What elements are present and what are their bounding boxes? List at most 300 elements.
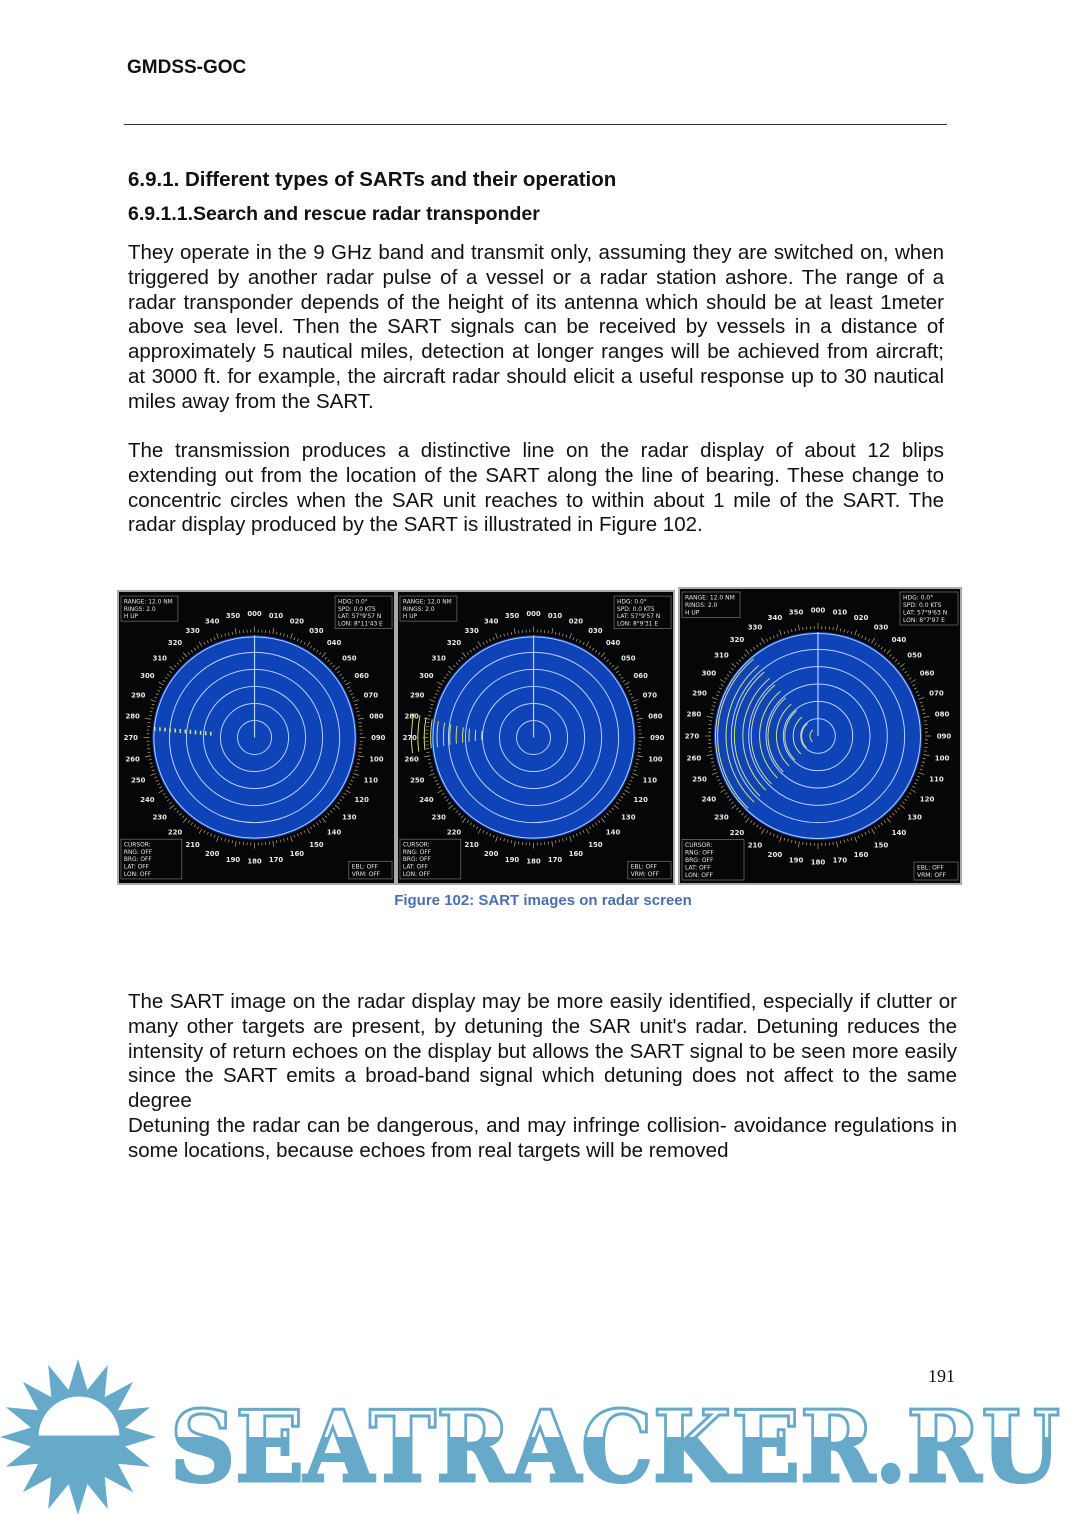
bearing-tick [151, 766, 154, 767]
bearing-tick [333, 808, 335, 810]
bearing-tick [151, 708, 154, 709]
bearing-tick [586, 641, 589, 646]
bearing-tick [718, 780, 721, 781]
bearing-tick [304, 830, 305, 833]
bearing-tick [756, 645, 758, 647]
bearing-tick [333, 665, 335, 667]
bearing-tick [225, 634, 226, 637]
bearing-tick [500, 635, 501, 638]
bearing-tick [437, 790, 442, 793]
bearing-tick [898, 662, 900, 664]
bearing-label: 180 [810, 858, 826, 867]
bearing-tick [301, 640, 302, 643]
bearing-tick [217, 836, 219, 842]
bearing-label: 170 [547, 855, 563, 864]
bearing-tick [713, 702, 716, 703]
bearing-tick [357, 711, 360, 712]
bearing-label: 150 [309, 841, 324, 850]
bearing-tick [156, 694, 159, 695]
radar-info-text: CURSOR: [685, 842, 713, 849]
bearing-tick [718, 691, 721, 692]
bearing-tick [607, 660, 609, 662]
bearing-tick [159, 787, 162, 788]
bearing-label: 270 [402, 733, 417, 742]
bearing-tick [569, 836, 571, 842]
bearing-tick [149, 715, 152, 716]
bearing-tick [197, 827, 199, 829]
bearing-label: 160 [853, 850, 869, 859]
bearing-tick [493, 835, 494, 838]
bearing-tick [235, 841, 236, 847]
bearing-tick [154, 697, 157, 698]
bearing-tick [750, 820, 752, 822]
radar-info-text: BRG: OFF [685, 857, 714, 864]
bearing-tick [346, 682, 351, 685]
radar-info-text: HDG: 0.0° [617, 599, 647, 606]
bearing-tick [736, 808, 738, 810]
bearing-tick [448, 802, 450, 804]
bearing-label: 330 [747, 623, 763, 632]
bearing-label: 070 [642, 691, 657, 700]
radar-panel-far [117, 590, 396, 885]
sart-blip [195, 730, 197, 734]
bearing-label: 050 [621, 654, 636, 663]
bearing-tick [887, 649, 891, 654]
radar-info-text: LAT: 57°9'57 N [338, 614, 382, 621]
bearing-tick [476, 646, 478, 648]
bearing-label: 080 [648, 712, 663, 721]
bearing-label: 340 [767, 614, 783, 623]
bearing-tick [745, 818, 749, 823]
bearing-tick [798, 841, 799, 847]
radar-info-text: H UP [123, 614, 139, 621]
bearing-tick [636, 759, 639, 760]
bearing-label: 010 [832, 608, 848, 617]
bearing-tick [511, 840, 512, 843]
bearing-tick [569, 633, 571, 639]
bearing-tick [727, 796, 729, 798]
bearing-tick [433, 777, 436, 778]
bearing-label: 250 [692, 775, 707, 784]
bearing-tick [875, 643, 877, 646]
bearing-label: 300 [701, 669, 717, 678]
bearing-tick [890, 654, 892, 656]
radar-info-text: LON: OFF [685, 872, 713, 879]
bearing-tick [721, 786, 724, 787]
bearing-label: 080 [934, 710, 950, 719]
bearing-tick [342, 677, 344, 679]
bearing-label: 140 [891, 829, 907, 838]
bearing-tick [280, 633, 281, 636]
bearing-tick [470, 823, 472, 825]
bearing-tick [878, 825, 880, 827]
bearing-label: 060 [354, 672, 369, 681]
radar-info-text: RANGE: 12.0 NM [123, 599, 173, 606]
bearing-tick [898, 808, 900, 810]
bearing-tick [169, 671, 171, 673]
bearing-tick [742, 813, 744, 815]
bearing-tick [731, 668, 733, 670]
bearing-label: 240 [419, 795, 434, 804]
bearing-tick [902, 668, 904, 670]
bearing-tick [739, 660, 741, 662]
bearing-tick [353, 773, 359, 775]
bearing-tick [917, 776, 920, 777]
bearing-tick [872, 829, 875, 834]
bearing-tick [630, 694, 633, 695]
bearing-tick [444, 677, 446, 679]
bearing-label: 030 [588, 626, 603, 635]
bearing-tick [174, 808, 176, 810]
bearing-tick [721, 684, 724, 685]
bearing-tick [637, 756, 643, 757]
bearing-tick [437, 682, 442, 685]
seatracker-watermark [0, 1355, 1080, 1515]
bearing-tick [297, 834, 298, 837]
radar-info-text: BRG: OFF [123, 857, 152, 864]
bearing-label: 000 [810, 606, 826, 615]
bearing-tick [905, 799, 907, 801]
bearing-tick [625, 790, 630, 793]
radar-info-text: VRM: OFF [351, 871, 381, 878]
bearing-tick [628, 784, 631, 785]
bearing-tick [297, 639, 298, 642]
bearing-tick [844, 629, 845, 632]
bearing-tick [750, 649, 752, 651]
bearing-tick [221, 837, 222, 840]
bearing-tick [791, 629, 792, 632]
bearing-label: 180 [247, 857, 262, 866]
bearing-tick [881, 647, 883, 649]
bearing-label: 350 [225, 612, 241, 621]
bearing-label: 080 [369, 712, 384, 721]
bearing-tick [884, 820, 886, 822]
bearing-tick [766, 639, 767, 642]
bearing-tick [744, 816, 746, 818]
bearing-tick [433, 697, 436, 698]
bearing-tick [429, 763, 432, 764]
bearing-tick [598, 820, 600, 822]
bearing-tick [788, 839, 789, 842]
bearing-tick [712, 706, 715, 707]
bearing-tick [504, 634, 505, 637]
bearing-label: 260 [125, 755, 140, 764]
bearing-label: 000 [526, 610, 541, 619]
bearing-tick [637, 718, 643, 719]
bearing-label: 070 [929, 689, 944, 698]
radar-display [398, 592, 673, 883]
radar-info-text: CURSOR: [402, 842, 430, 849]
bearing-tick [467, 652, 469, 654]
bearing-tick [922, 762, 925, 763]
bearing-tick [720, 790, 725, 793]
bearing-tick [167, 799, 169, 801]
bearing-tick [633, 704, 636, 705]
bearing-tick [586, 829, 589, 834]
bearing-tick [429, 711, 432, 712]
bearing-label: 330 [185, 626, 200, 635]
bearing-tick [911, 790, 916, 793]
bearing-tick [907, 674, 909, 676]
bearing-tick [430, 708, 433, 709]
bearing-tick [592, 825, 594, 827]
bearing-label: 290 [410, 691, 425, 700]
bearing-tick [895, 810, 897, 812]
radar-info-text: SPD: 0.0 KTS [338, 606, 376, 613]
bearing-tick [325, 657, 327, 659]
bearing-tick [616, 802, 618, 804]
bearing-tick [914, 783, 917, 784]
bearing-tick [486, 640, 487, 643]
bearing-tick [310, 827, 312, 829]
bearing-label: 170 [268, 855, 284, 864]
bearing-label: 110 [929, 775, 944, 784]
bearing-tick [165, 677, 167, 679]
sart-blip [154, 727, 156, 731]
bearing-tick [840, 628, 841, 631]
bearing-tick [322, 818, 326, 823]
bearing-label: 320 [167, 639, 183, 648]
radar-display [119, 592, 394, 883]
bearing-tick [182, 816, 184, 818]
bearing-tick [476, 827, 478, 829]
bearing-tick [580, 640, 581, 643]
bearing-label: 350 [788, 608, 804, 617]
bearing-tick [583, 642, 584, 645]
bearing-tick [446, 674, 448, 676]
bearing-tick [349, 784, 352, 785]
bearing-tick [909, 793, 912, 795]
bearing-tick [601, 818, 605, 823]
bearing-tick [157, 784, 160, 785]
bearing-label: 310 [714, 651, 729, 660]
bearing-label: 210 [185, 841, 200, 850]
bearing-tick [919, 773, 925, 775]
bearing-label: 340 [484, 617, 499, 626]
bearing-tick [555, 632, 556, 635]
bearing-tick [448, 671, 450, 673]
bearing-tick [727, 674, 729, 676]
bearing-tick [712, 697, 718, 699]
radar-info-text: LON: 8°11'43 E [338, 621, 383, 628]
bearing-tick [555, 840, 556, 843]
bearing-label: 150 [588, 841, 603, 850]
bearing-tick [158, 790, 163, 793]
bearing-label: 330 [464, 626, 479, 635]
bearing-tick [167, 674, 169, 676]
bearing-tick [909, 678, 912, 680]
bearing-tick [858, 835, 859, 838]
bearing-tick [719, 688, 722, 689]
radar-info-text: HDG: 0.0° [338, 599, 368, 606]
bearing-tick [356, 708, 359, 709]
bearing-tick [211, 834, 212, 837]
bearing-tick [892, 813, 894, 815]
bearing-tick [500, 837, 501, 840]
bearing-tick [470, 650, 472, 652]
bearing-tick [287, 837, 288, 840]
radar-info-text: H UP [685, 609, 700, 617]
bearing-label: 210 [747, 841, 763, 850]
bearing-tick [449, 805, 454, 809]
bearing-tick [612, 665, 614, 667]
bearing-tick [784, 838, 785, 841]
bearing-tick [431, 770, 434, 771]
bearing-tick [179, 660, 181, 662]
bearing-tick [559, 633, 560, 636]
bearing-tick [912, 786, 915, 787]
bearing-tick [725, 678, 728, 680]
bearing-label: 150 [873, 841, 889, 850]
bearing-tick [446, 799, 448, 801]
bearing-label: 130 [621, 813, 636, 822]
bearing-tick [779, 837, 781, 843]
bearing-tick [163, 793, 165, 795]
bearing-tick [713, 769, 716, 770]
bearing-label: 160 [289, 850, 305, 859]
bearing-label: 190 [504, 855, 520, 864]
bearing-tick [628, 690, 631, 691]
radar-info-text: EBL: OFF [351, 864, 379, 871]
bearing-tick [923, 755, 929, 756]
document-header: GMDSS-GOC [127, 57, 247, 78]
header-divider [124, 124, 947, 125]
bearing-tick [490, 639, 491, 642]
bearing-tick [330, 811, 332, 813]
bearing-tick [511, 632, 512, 635]
bearing-tick [633, 770, 636, 771]
bearing-tick [573, 835, 574, 838]
bearing-tick [496, 633, 498, 639]
bearing-tick [916, 691, 919, 692]
bearing-label: 200 [205, 850, 220, 859]
bearing-tick [183, 818, 187, 823]
radar-info-text: EBL: OFF [917, 864, 944, 872]
bearing-tick [276, 632, 277, 635]
bearing-tick [612, 808, 614, 810]
bearing-tick [919, 697, 925, 699]
bearing-label: 010 [268, 612, 284, 621]
bearing-tick [307, 641, 310, 646]
bearing-tick [150, 773, 156, 775]
bearing-label: 170 [832, 856, 848, 865]
radar-info-text: LON: 8°7'97 E [903, 617, 945, 624]
radar-info-text: RANGE: 12.0 NM [685, 594, 735, 602]
bearing-tick [310, 646, 312, 648]
bearing-label: 320 [729, 635, 745, 644]
bearing-tick [436, 690, 439, 691]
bearing-label: 310 [431, 654, 446, 663]
bearing-label: 050 [907, 651, 922, 660]
bearing-tick [294, 637, 295, 640]
bearing-tick [357, 759, 360, 760]
bearing-tick [631, 697, 634, 698]
bearing-tick [352, 777, 355, 778]
radar-info-text: RNG: OFF [685, 849, 714, 857]
bearing-tick [352, 697, 355, 698]
radar-info-text: BRG: OFF [402, 857, 431, 864]
bearing-tick [354, 704, 357, 705]
bearing-tick [855, 630, 857, 636]
bearing-tick [756, 825, 758, 827]
bearing-tick [731, 802, 733, 804]
bearing-tick [199, 829, 202, 834]
section-heading: 6.9.1. Different types of SARTs and their operation [128, 168, 617, 191]
bearing-tick [576, 639, 577, 642]
bearing-tick [438, 687, 441, 688]
bearing-tick [916, 780, 919, 781]
radar-info-text: EBL: OFF [630, 864, 658, 871]
bearing-tick [563, 634, 564, 637]
bearing-tick [559, 839, 560, 842]
bearing-tick [199, 641, 202, 646]
bearing-label: 140 [605, 828, 621, 837]
bearing-tick [630, 780, 633, 781]
bearing-tick [301, 832, 302, 835]
bearing-tick [890, 816, 892, 818]
bearing-label: 140 [326, 828, 342, 837]
bearing-tick [766, 830, 767, 833]
bearing-tick [595, 650, 597, 652]
bearing-tick [731, 805, 736, 809]
bearing-tick [635, 766, 638, 767]
radar-info-text: VRM: OFF [917, 872, 947, 879]
bearing-tick [335, 805, 340, 809]
bearing-tick [435, 780, 438, 781]
bearing-tick [276, 840, 277, 843]
bearing-tick [729, 799, 731, 801]
bearing-tick [430, 766, 433, 767]
bearing-tick [458, 813, 460, 815]
sart-blip [200, 731, 202, 735]
bearing-tick [340, 674, 342, 676]
radar-display [680, 589, 960, 883]
bearing-tick [566, 837, 567, 840]
bearing-tick [179, 813, 181, 815]
bearing-tick [349, 690, 352, 691]
bearing-label: 200 [484, 850, 499, 859]
bearing-label: 280 [404, 712, 419, 721]
bearing-tick [507, 633, 508, 636]
bearing-tick [762, 829, 765, 834]
bearing-tick [335, 666, 340, 670]
radar-info-text: SPD: 0.0 KTS [903, 602, 942, 609]
bearing-tick [731, 663, 736, 667]
radar-info-text: LAT: OFF [685, 864, 711, 872]
bearing-tick [739, 810, 741, 812]
bearing-tick [188, 652, 190, 654]
bearing-tick [576, 834, 577, 837]
bearing-tick [710, 713, 713, 714]
bearing-tick [351, 780, 354, 781]
bearing-tick [784, 631, 785, 634]
radar-info-text: RINGS: 2.0 [685, 602, 718, 609]
bearing-tick [614, 666, 619, 670]
bearing-label: 110 [642, 776, 657, 785]
bearing-tick [710, 758, 713, 759]
bearing-label: 200 [767, 850, 783, 859]
bearing-label: 110 [363, 776, 378, 785]
bearing-tick [851, 838, 852, 841]
bearing-tick [636, 711, 639, 712]
bearing-tick [905, 671, 907, 673]
bearing-tick [912, 684, 915, 685]
bearing-tick [204, 642, 205, 645]
bearing-tick [770, 637, 771, 640]
bearing-label: 030 [873, 623, 889, 632]
bearing-tick [490, 834, 491, 837]
bearing-tick [632, 700, 638, 702]
